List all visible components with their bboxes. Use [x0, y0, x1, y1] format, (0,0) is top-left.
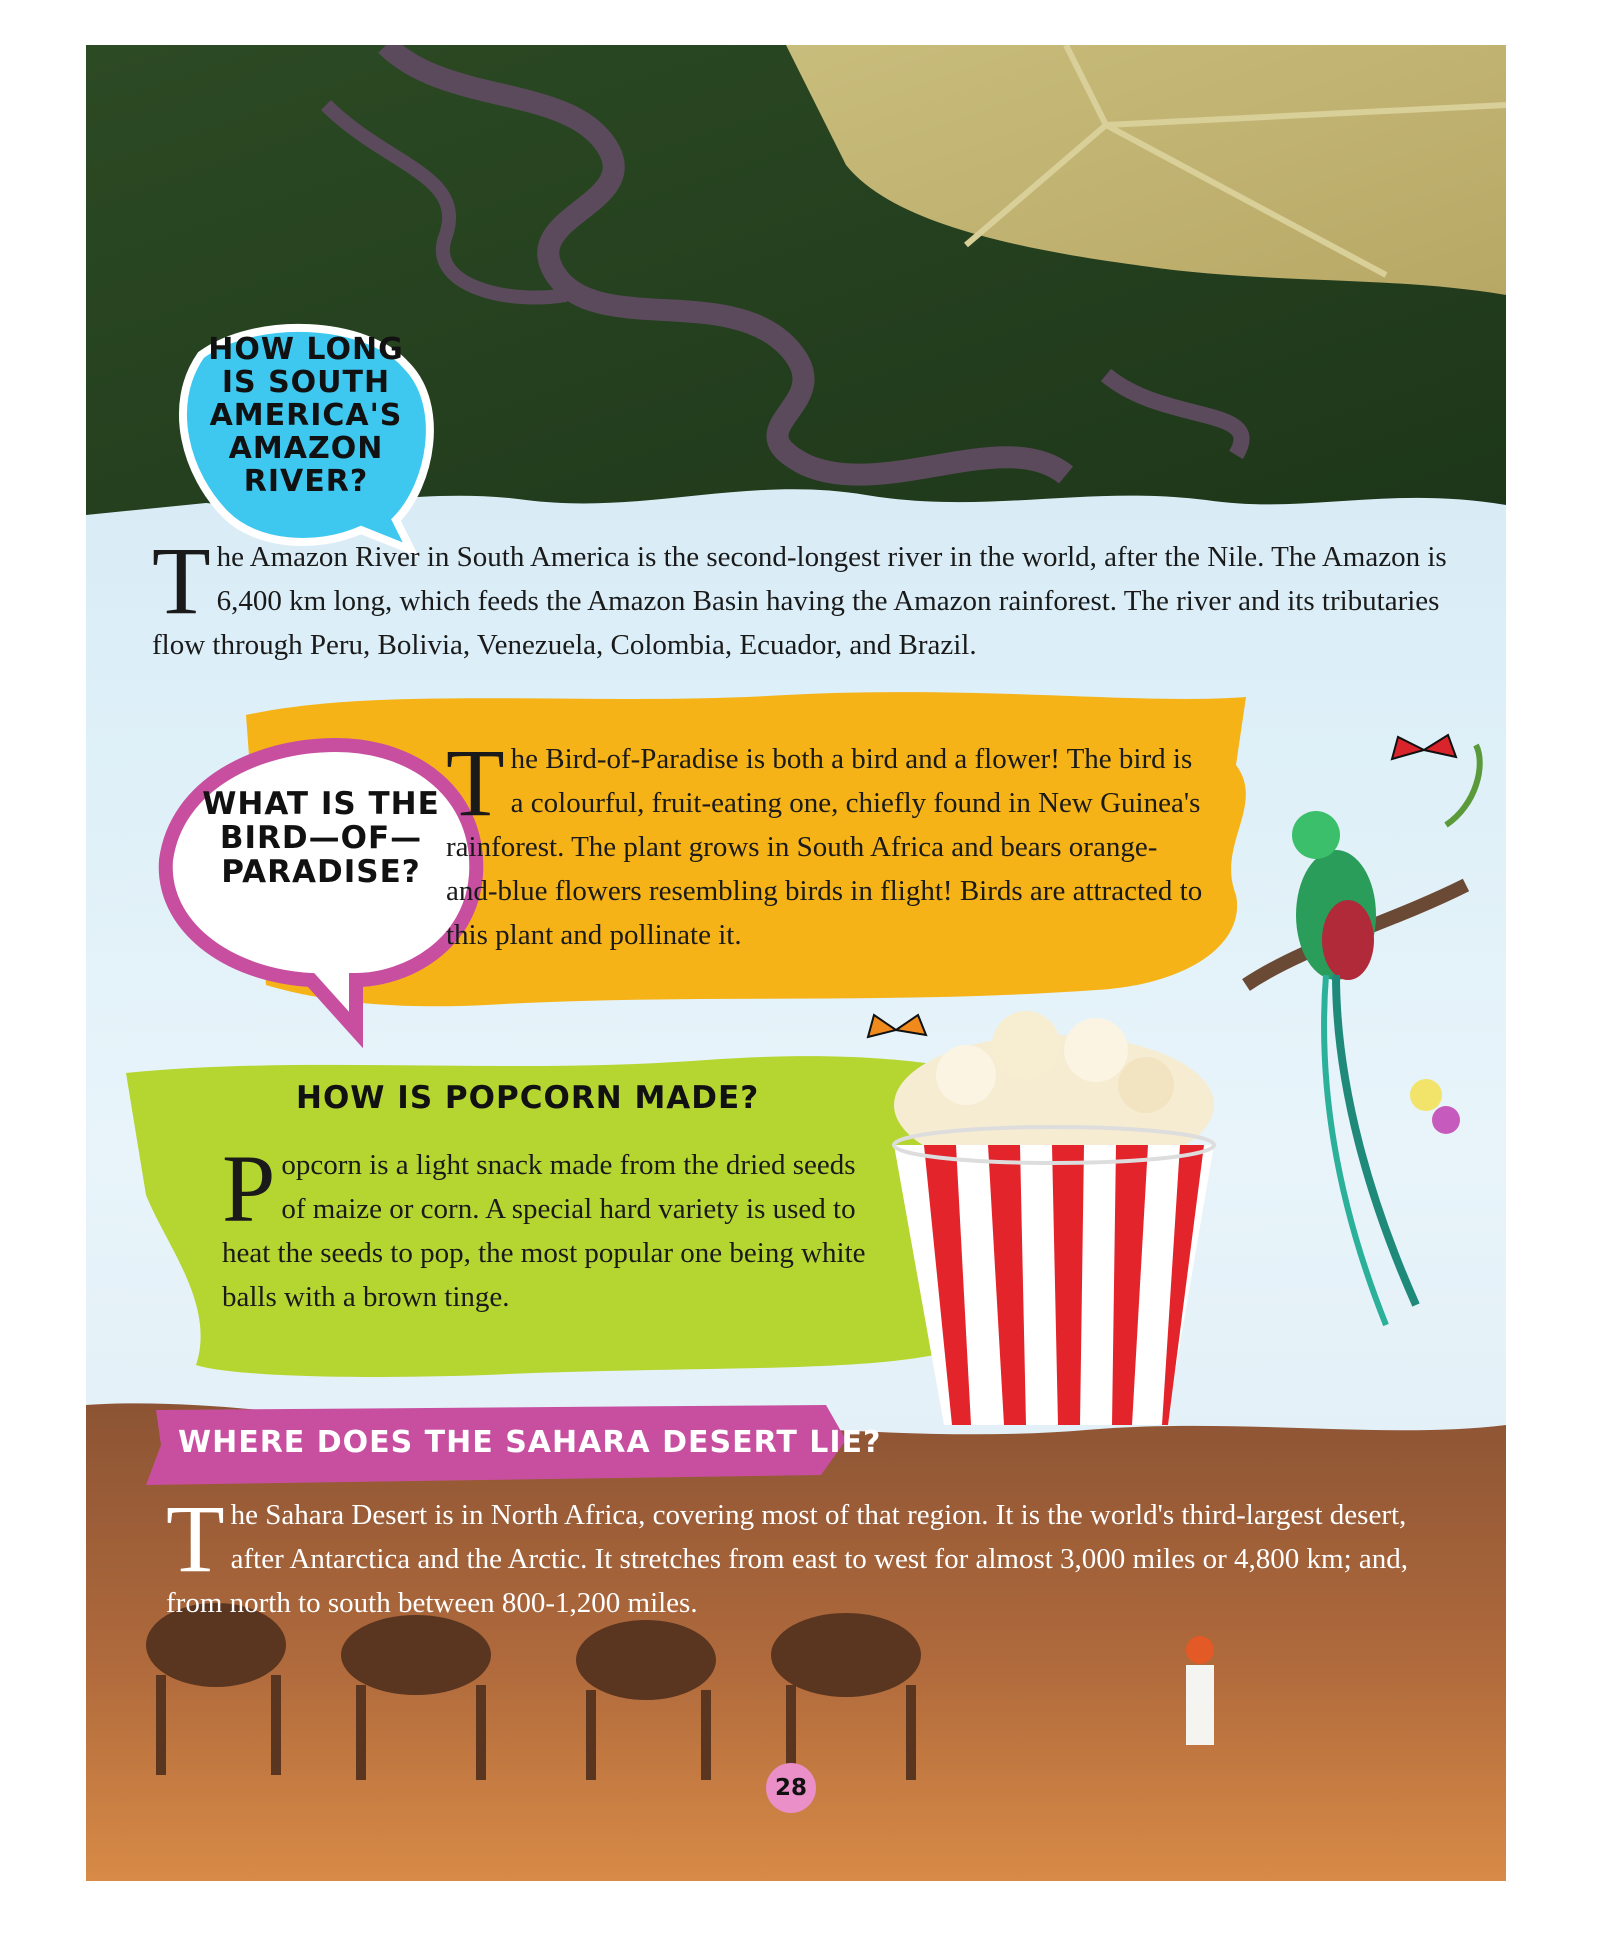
page-number: 28 [766, 1763, 816, 1813]
amazon-paragraph [152, 527, 1452, 667]
book-page [86, 45, 1506, 1881]
quetzal-bird-on-branch [1246, 745, 1480, 1325]
sahara-text: he Sahara Desert is in North Africa, covering most of that region. It is the world's third-largest desert, after Antarctica and the Arctic. It stretches from east to west for almost 3,000 miles or 4,800 km; and, from north to south between 800-1,200 miles. [166, 1499, 1409, 1619]
popcorn-paragraph [222, 1135, 882, 1319]
popcorn-heading: HOW IS POPCORN MADE? [296, 1080, 760, 1116]
bird-text: he Bird-of-Paradise is both a bird and a flower! The bird is a colourful, fruit-eating one, chiefly found in New Guinea's rainforest. The plant grows in South Africa and bears orange-and-blue flowers resembling birds in flight! Birds are attracted to this plant and pollinate it. [446, 743, 1203, 951]
sahara-heading: WHERE DOES THE SAHARA DESERT LIE? [178, 1425, 882, 1460]
sahara-dropcap: T [166, 1485, 225, 1592]
bird-question-heading: WHAT IS THE BIRD—OF—PARADISE? [202, 786, 440, 890]
popcorn-text: opcorn is a light snack made from the dried seeds of maize or corn. A special hard variety is used to heat the seeds to pop, the most popular one being white balls with a brown tinge. [222, 1149, 866, 1313]
popcorn-bucket [894, 1011, 1214, 1425]
sahara-paragraph [166, 1485, 1466, 1625]
amazon-question-heading: HOW LONG IS SOUTH AMERICA'S AMAZON RIVER? [208, 332, 404, 499]
amazon-dropcap: T [152, 527, 211, 634]
amazon-text: he Amazon River in South America is the second-longest river in the world, after the Nile. The Amazon is 6,400 km long, which feeds the Amazon Basin having the Amazon rainforest. The river and its tributaries flow through Peru, Bolivia, Venezuela, Colombia, Ecuador, and Brazil. [152, 541, 1447, 661]
bird-dropcap: T [446, 729, 505, 836]
bird-paragraph [446, 729, 1206, 957]
popcorn-dropcap: P [222, 1135, 276, 1242]
